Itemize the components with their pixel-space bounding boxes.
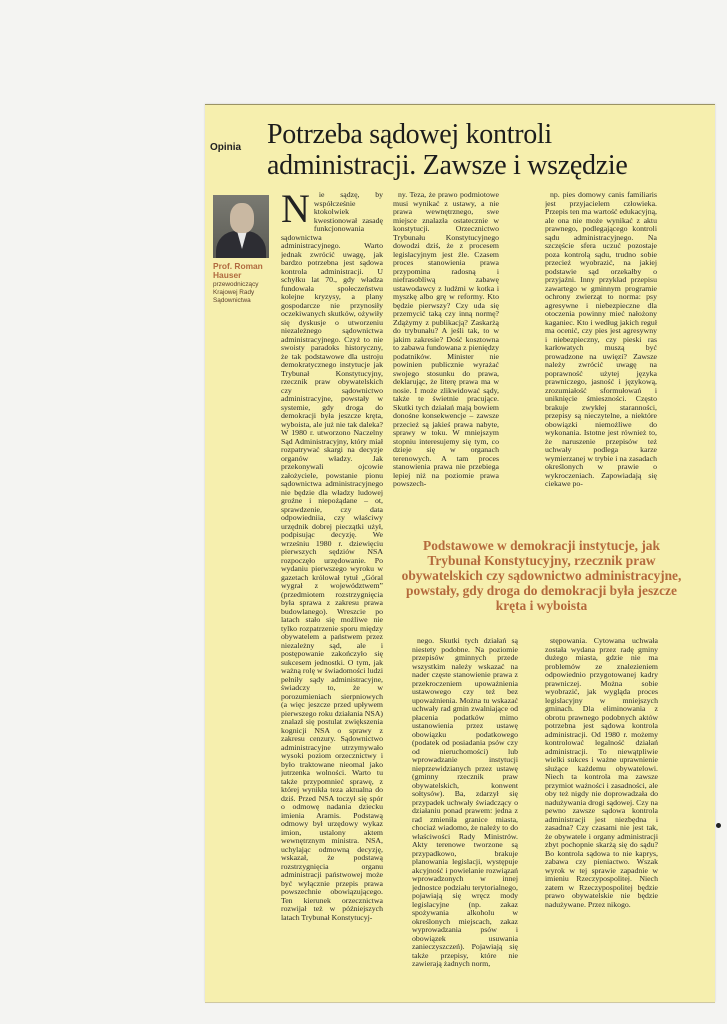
- article-column-3-lower: stępowania. Cytowana uchwała została wydana przez radę gminy dużego miasta, gdzie nie ma problemów ze znalezieniem odpowiednio przygotowanej kadry prawniczej. Można sobie wyobrazić, jak wygląda proces legislacyjny w mniejszych gminach. Dla eliminowania z obrotu prawnego podobnych aktów potrzebna jest sądowa kontrola administracji. Od 1980 r. możemy kontrolować legalność działań administracji. To niewątpliwie wielki sukces i ważne uprawnienie służące każdemu obywatelowi. Niech ta kontrola ma zawsze przymiot ważności i zasadności, ale oby też nigdy nie doprowadzała do nadużywania drogi sądowej. Czy na pewno zawsze sądowa kontrola administracji jest niezbędna i zasadna? Czy czasami nie jest tak, że obywatele i organy administracji zbyt pochopnie skarżą się do sądu? Bo kontrola sądowa to nie kaprys, zabawa czy pieniactwo. Wszak wyrok w tej sprawie zapadnie w imieniu Rzeczypospolitej. Niech zatem w Rzeczypospolitej będzie prawo obywatelskie nie będzie nadużywane. Przez nikogo.: [545, 637, 658, 909]
- bottom-rule: [205, 1002, 715, 1003]
- author-photo-head: [230, 203, 254, 233]
- author-box: [213, 262, 273, 305]
- author-name: Prof. Roman Hauser: [213, 261, 263, 280]
- article-column-2: ny. Teza, że prawo podmiotowe musi wynikać z ustawy, a nie prawa wewnętrznego, swe miejsce znalazła ostatecznie w konstytucji. Orzecznictwo Trybunału Konstytucyjnego dowodzi dziś, że z procesem legislacyjnym jest źle. Czasem proces stanowienia prawa przypomina radosną i niefrasobliwą zabawę ustawodawcy z ludźmi w kotka i myszkę albo grę w reformy. Kto będzie pierwszy? Czy uda się przemycić taką czy inną normę? Zdążymy z publikacją? Zaskarżą do trybunału? A jeśli tak, to w jakim zakresie? Dość kosztowna to zabawa fundowana z pieniędzy podatników. Minister nie powinien publicznie wyrażać swojego stosunku do prawa, deklarując, że literę prawa ma w nosie. I może zlikwidować sądy, także te świetnie pracujące. Skutki tych działań mają bowiem donośne konsekwencje – zawsze przecież są jakieś prawa nabyte, sprawy w toku. W mniejszym stopniu interesujemy się tym, co dzieje się w organach terenowych. A tam proces stanowienia prawa nie przebiega lepiej niż na poziomie prawa powszech-: [393, 191, 499, 488]
- drop-cap: N: [281, 191, 310, 231]
- author-role: przewodniczący Krajowej Rady Sądownictwa: [213, 281, 259, 304]
- scan-speck: [716, 823, 721, 828]
- article-column-1-text: ie sądzę, by współcześnie ktokolwiek kwestionował zasadę funkcjonowania sądownictwa administracyjnego. Warto jednak zwrócić uwagę, jak bardzo potrzebna jest sądowa kontrola administracji. U schyłku lat 70., gdy władza fundowała społeczeństwu kolejne kryzysy, a plany gospodarcze nie przynosiły oczekiwanych skutków, ożywiły się dyskusje o utworzeniu niezależnego sądownictwa administracyjnego. Czyż to nie swoisty paradoks historyczny, że tak podstawowe dla ustroju demokratycznego instytucje jak Trybunał Konstytucyjny, rzecznik praw obywatelskich czy sądownictwo administracyjne, powstały w systemie, gdy droga do demokracji była jeszcze kręta, wyboista, ale już nie tak daleka? W 1980 r. utworzono Naczelny Sąd Administracyjny, który miał rozpatrywać skargi na decyzje organów władzy. Jak przekonywali ojcowie założyciele, powstanie pionu sądownictwa administracyjnego nie będzie dla władzy ludowej groźne i niepożądane – ot, sprawdzenie, czy data odpowiedniia, czy właściwy urzędnik dobrej pieczątki użył, podpisując decyzję. We wrześniu 1980 r. dziewięciu pierwszych sędziów NSA rozpoczęło urzędowanie. Po wydaniu pierwszego wyroku w gazetach królował tytuł „Góral wygrał z województwem” (przedmiotem rozstrzygnięcia była sprawa z zakresu prawa budowlanego). Wreszcie po latach stało się możliwe nie tylko rozpatrzenie sporu między obywatelem a państwem przez niezależny sąd, ale i postępowanie zakończyło się sukcesem jednostki. O tym, jak ważną rolę w świadomości ludzi pełniły sądy administracyjne, świadczy to, że w porozumieniach sierpniowych (a więc jeszcze przed upływem pierwszego roku działania NSA) znalazł się postulat zwiększenia kognicji NSA o sprawy z zakresu cenzury. Sądownictwo administracyjne utrzymywało wysoki poziom orzecznictwy i było traktowane nieomal jako jutrzenka wolności. Warto tu także przypomnieć sprawę, z której wynikła teza aktualna do dziś. Przed NSA toczył się spór o odmowę nadania dziecku imienia Aramis. Podstawą odmowy był urzędowy wykaz imion, ustalony aktem wewnętrznym ministra. NSA, uchylając odmowną decyzję, wskazał, że podstawą rozstrzygnięcia organu administracji państwowej może być wyłącznie przepis prawa powszechnie obowiązującego. Ten kierunek orzecznictwa rozwijał też w późniejszych latach Trybunał Konstytucyj-: [281, 191, 383, 922]
- article-column-2-lower: nego. Skutki tych działań są niestety podobne. Na poziomie przepisów gminnych przede wszystkim należy wskazać na nader częste stanowienie prawa z przekroczeniem upoważnienia ustawowego czy też bez upoważnienia. Można tu wskazać uchwały rad gmin zwalniające od płacenia podatków mimo ustanowienia przez ustawę obowiązku podatkowego (podatek od posiadania psów czy od nieruchomości) lub wprowadzanie instytucji nieprzewidzianych przez ustawę (gminny rzecznik praw obywatelskich, konwent sołtysów). Ba, zdarzył się przypadek uchwały świadczący o działaniu ponad prawem: jedna z rad zmieniła granice miasta, chociaż wiadomo, że należy to do właściwości Rady Ministrów. Akty terenowe tworzone są przypadkowo, brakuje planowania legislacji, występuje akcyjność i powielanie rozwiązań wprowadzonych w innej jednostce podziału terytorialnego, pojawiają się wręcz mody legislacyjne (np. zakaz spożywania alkoholu w określonych miejscach, zakaz wyprowadzania psów i obowiązek usuwania zanieczyszczeń). Pojawiają się także przepisy, które nie zawierają żadnych norm,: [412, 637, 518, 968]
- top-rule: [205, 104, 715, 105]
- article-title: Potrzeba sądowej kontroli administracji. Zawsze i wszędzie: [267, 119, 628, 181]
- article-column-3: np. pies domowy canis familiaris jest przyjacielem człowieka. Przepis ten ma wartość edukacyjną, ale ona nie może wynikać z aktu prawnego, podlegającego kontroli sądu administracyjnego. Na szczęście sfera uczuć pozostaje poza kontrolą sądu, trudno sobie przecież wyobrazić, na jakiej podstawie sąd orzekałby o przyjaźni. Inny przykład przepisu zawartego w gminnym programie ochrony zwierząt to norma: psy agresywne i niebezpieczne dla otoczenia powinny mieć nałożony kaganiec. Kto i według jakich reguł ma ocenić, czy pies jest agresywny i niebezpieczny, czy pieski ras karłowatych muszą być prowadzone na uwięzi? Zawsze należy zwrócić uwagę na poprawność użytej języka prawniczego, jasność i językową, zrozumiałość sformułowań i uniknięcie śmieszności. Często brakuje zwykłej staranności, przepisy są nieczytelne, a niektóre obowiązki niemożliwe do wykonania. Istotne jest również to, że naruszenie przepisów też uchwały podlega karze wymierzanej w trybie i na zasadach określonych w prawie o wykroczeniach. Zapowiadają się ciekawe po-: [545, 191, 657, 488]
- newspaper-clipping: [205, 104, 715, 1002]
- section-label: Opinia: [210, 142, 242, 153]
- author-photo: [213, 195, 269, 258]
- article-column-1: [281, 191, 383, 1001]
- pull-quote: Podstawowe w demokracji instytucje, jak Trybunał Konstytucyjny, rzecznik praw obywatelskich czy sądownictwo administracyjne, powstały, gdy droga do demokracji była jeszcze kręta i wyboista: [401, 538, 682, 613]
